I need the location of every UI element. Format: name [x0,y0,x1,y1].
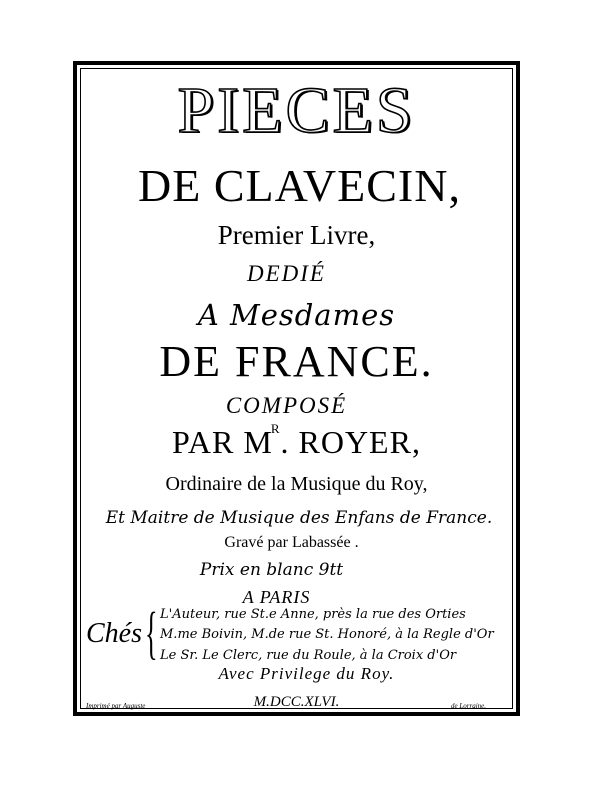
privilege-text: Avec Privilege du Roy. [218,664,395,683]
composer-name [80,421,513,461]
compose-text: COMPOSÉ [225,393,348,418]
address-line-2: M.me Boivin, M.de rue St. Honoré, à la Regle d'Or [160,627,494,642]
address-line-3: Le Sr. Le Clerc, rue du Roule, à la Croix d'Or [160,648,457,663]
subtitle-premier-livre: Premier Livre, [217,220,376,250]
royer-text: . ROYER, [280,424,421,460]
price-text: Prix en blanc 9tt [199,560,344,580]
superscript-r: R [270,421,281,436]
imprint-left: Imprimé par Auguste [86,702,146,710]
de-france-text: DE FRANCE. [159,337,434,386]
mesdames-text: A Mesdames [197,298,396,332]
par-text: PAR M [172,424,273,460]
title-pieces: PIECES [177,74,416,147]
year-text: M.DCC.XLVI. [253,694,340,710]
dedie-text: DEDIÉ [247,261,326,286]
engraver-text: Gravé par Labassée . [224,534,359,551]
brace-icon: { [145,600,158,665]
imprint-right: de Lorraine. [451,702,486,710]
address-line-1: L'Auteur, rue St.e Anne, près la rue des Orties [160,607,466,622]
composer-role-2: Et Maitre de Musique des Enfans de France. [105,508,493,528]
city-text: A PARIS [242,587,311,607]
title-de-clavecin: DE CLAVECIN, [138,160,461,211]
composer-role-1: Ordinaire de la Musique du Roy, [165,473,428,495]
ches-text: Chés [86,618,142,649]
